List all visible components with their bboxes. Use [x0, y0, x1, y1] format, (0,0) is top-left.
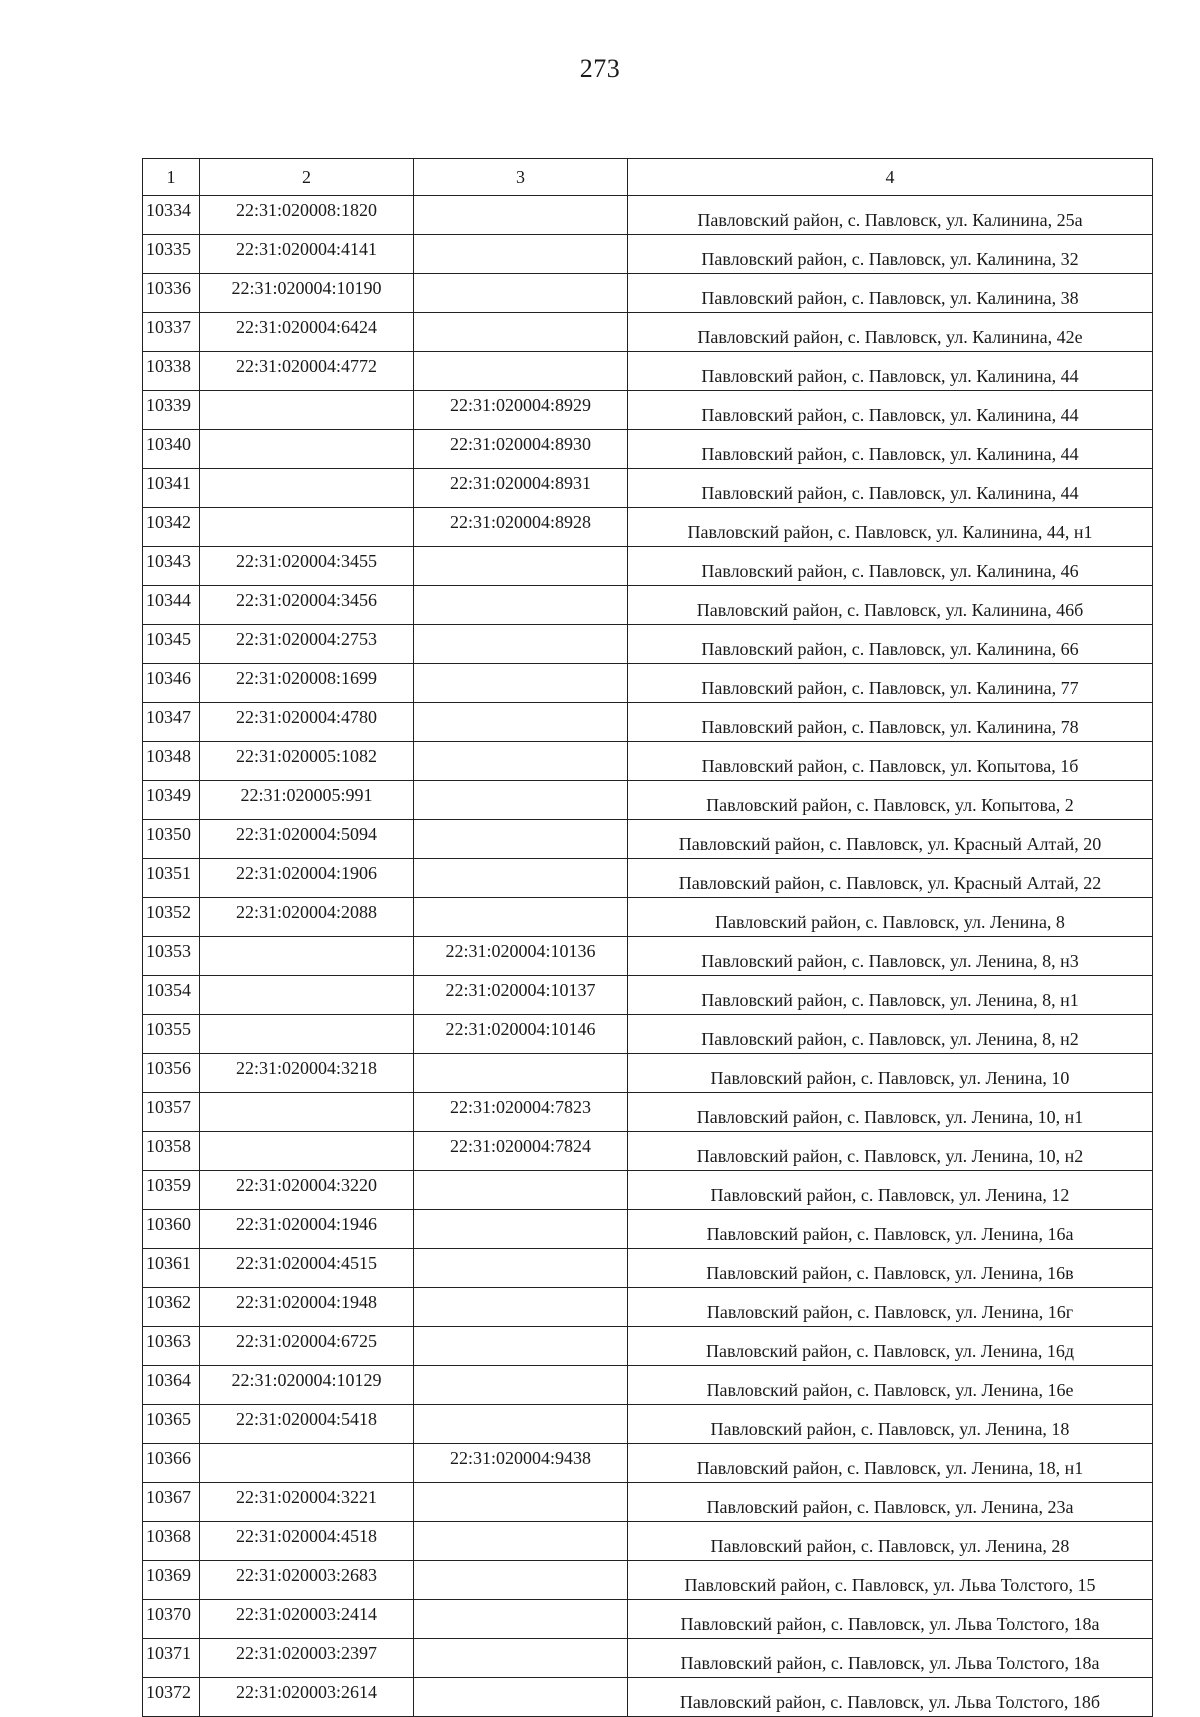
table-body: [143, 196, 1153, 1717]
cadastral-number-2-cell: 22:31:020004:8931: [414, 469, 628, 508]
cadastral-number-cell: 22:31:020004:4141: [200, 235, 414, 274]
cadastral-number-cell: 22:31:020008:1820: [200, 196, 414, 235]
row-number-cell: 10336: [143, 274, 200, 313]
table-row: [143, 469, 1153, 508]
table-row: [143, 1327, 1153, 1366]
address-cell: Павловский район, с. Павловск, ул. Ленина, 8, н1: [628, 976, 1153, 1015]
table-row: [143, 859, 1153, 898]
table-row: [143, 1678, 1153, 1717]
cadastral-number-cell: 22:31:020004:3455: [200, 547, 414, 586]
table-row: [143, 1288, 1153, 1327]
cadastral-number-2-cell: [414, 1678, 628, 1717]
cadastral-number-cell: 22:31:020008:1699: [200, 664, 414, 703]
row-number-cell: 10350: [143, 820, 200, 859]
cadastral-number-2-cell: [414, 1210, 628, 1249]
cadastral-number-2-cell: [414, 1054, 628, 1093]
page-number: 273: [579, 54, 621, 83]
table-row: [143, 586, 1153, 625]
cadastral-number-2-cell: 22:31:020004:8930: [414, 430, 628, 469]
cadastral-number-2-cell: [414, 1483, 628, 1522]
cadastral-number-cell: [200, 976, 414, 1015]
row-number-cell: 10344: [143, 586, 200, 625]
row-number-cell: 10359: [143, 1171, 200, 1210]
table-row: [143, 742, 1153, 781]
cadastral-number-2-cell: 22:31:020004:7823: [414, 1093, 628, 1132]
address-cell: Павловский район, с. Павловск, ул. Калинина, 44: [628, 469, 1153, 508]
row-number-cell: 10353: [143, 937, 200, 976]
cadastral-number-cell: 22:31:020004:3220: [200, 1171, 414, 1210]
cadastral-number-2-cell: [414, 196, 628, 235]
cadastral-number-2-cell: [414, 703, 628, 742]
address-cell: Павловский район, с. Павловск, ул. Копытова, 1б: [628, 742, 1153, 781]
address-cell: Павловский район, с. Павловск, ул. Калинина, 77: [628, 664, 1153, 703]
address-cell: Павловский район, с. Павловск, ул. Ленина, 16д: [628, 1327, 1153, 1366]
cadastral-number-2-cell: [414, 352, 628, 391]
row-number-cell: 10369: [143, 1561, 200, 1600]
row-number-cell: 10357: [143, 1093, 200, 1132]
table-row: [143, 1483, 1153, 1522]
address-cell: Павловский район, с. Павловск, ул. Ленина, 28: [628, 1522, 1153, 1561]
address-cell: Павловский район, с. Павловск, ул. Ленина, 12: [628, 1171, 1153, 1210]
address-cell: Павловский район, с. Павловск, ул. Ленина, 8: [628, 898, 1153, 937]
cadastral-number-cell: 22:31:020004:2753: [200, 625, 414, 664]
row-number-cell: 10342: [143, 508, 200, 547]
address-cell: Павловский район, с. Павловск, ул. Калинина, 44, н1: [628, 508, 1153, 547]
row-number-cell: 10360: [143, 1210, 200, 1249]
address-cell: Павловский район, с. Павловск, ул. Красный Алтай, 20: [628, 820, 1153, 859]
cadastral-number-cell: 22:31:020003:2414: [200, 1600, 414, 1639]
address-cell: Павловский район, с. Павловск, ул. Ленина, 10, н2: [628, 1132, 1153, 1171]
cadastral-number-cell: 22:31:020004:6725: [200, 1327, 414, 1366]
cadastral-number-cell: [200, 1444, 414, 1483]
cadastral-number-cell: [200, 1093, 414, 1132]
cadastral-number-2-cell: 22:31:020004:10146: [414, 1015, 628, 1054]
address-cell: Павловский район, с. Павловск, ул. Ленина, 8, н2: [628, 1015, 1153, 1054]
table-row: [143, 508, 1153, 547]
row-number-cell: 10335: [143, 235, 200, 274]
table-row: [143, 625, 1153, 664]
address-cell: Павловский район, с. Павловск, ул. Ленина, 16в: [628, 1249, 1153, 1288]
row-number-cell: 10366: [143, 1444, 200, 1483]
address-cell: Павловский район, с. Павловск, ул. Льва Толстого, 18б: [628, 1678, 1153, 1717]
cadastral-number-2-cell: [414, 1405, 628, 1444]
table-row: [143, 235, 1153, 274]
cadastral-number-cell: 22:31:020003:2397: [200, 1639, 414, 1678]
cadastral-number-2-cell: [414, 586, 628, 625]
cadastral-number-cell: 22:31:020004:1906: [200, 859, 414, 898]
table-row: [143, 1132, 1153, 1171]
row-number-cell: 10358: [143, 1132, 200, 1171]
registry-table: [142, 158, 1153, 1717]
table-row: [143, 547, 1153, 586]
table-header-row: [143, 159, 1153, 196]
cadastral-number-2-cell: [414, 898, 628, 937]
address-cell: Павловский район, с. Павловск, ул. Калинина, 46: [628, 547, 1153, 586]
cadastral-number-2-cell: 22:31:020004:10137: [414, 976, 628, 1015]
cadastral-number-cell: 22:31:020004:4780: [200, 703, 414, 742]
address-cell: Павловский район, с. Павловск, ул. Ленина, 18: [628, 1405, 1153, 1444]
row-number-cell: 10364: [143, 1366, 200, 1405]
address-cell: Павловский район, с. Павловск, ул. Калинина, 25а: [628, 196, 1153, 235]
cadastral-number-cell: 22:31:020004:2088: [200, 898, 414, 937]
row-number-cell: 10345: [143, 625, 200, 664]
table-row: [143, 937, 1153, 976]
cadastral-number-cell: 22:31:020003:2614: [200, 1678, 414, 1717]
table-row: [143, 1639, 1153, 1678]
cadastral-number-2-cell: 22:31:020004:10136: [414, 937, 628, 976]
row-number-cell: 10351: [143, 859, 200, 898]
cadastral-number-2-cell: [414, 235, 628, 274]
row-number-cell: 10346: [143, 664, 200, 703]
table-row: [143, 703, 1153, 742]
row-number-cell: 10365: [143, 1405, 200, 1444]
cadastral-number-cell: 22:31:020004:3456: [200, 586, 414, 625]
cadastral-number-cell: [200, 1132, 414, 1171]
table-row: [143, 1561, 1153, 1600]
cadastral-number-cell: 22:31:020003:2683: [200, 1561, 414, 1600]
address-cell: Павловский район, с. Павловск, ул. Ленина, 16а: [628, 1210, 1153, 1249]
column-header-1: 1: [143, 159, 200, 196]
table-row: [143, 976, 1153, 1015]
column-header-2: 2: [200, 159, 414, 196]
cadastral-number-2-cell: [414, 820, 628, 859]
cadastral-number-cell: 22:31:020004:5418: [200, 1405, 414, 1444]
address-cell: Павловский район, с. Павловск, ул. Калинина, 44: [628, 352, 1153, 391]
cadastral-number-2-cell: [414, 625, 628, 664]
table-row: [143, 391, 1153, 430]
cadastral-number-cell: [200, 508, 414, 547]
cadastral-number-2-cell: [414, 1249, 628, 1288]
row-number-cell: 10362: [143, 1288, 200, 1327]
cadastral-number-2-cell: [414, 1327, 628, 1366]
column-header-4: 4: [628, 159, 1153, 196]
row-number-cell: 10347: [143, 703, 200, 742]
cadastral-number-cell: 22:31:020004:4772: [200, 352, 414, 391]
address-cell: Павловский район, с. Павловск, ул. Ленина, 16г: [628, 1288, 1153, 1327]
address-cell: Павловский район, с. Павловск, ул. Льва Толстого, 18а: [628, 1639, 1153, 1678]
cadastral-number-2-cell: 22:31:020004:8928: [414, 508, 628, 547]
address-cell: Павловский район, с. Павловск, ул. Копытова, 2: [628, 781, 1153, 820]
cadastral-number-2-cell: [414, 313, 628, 352]
table-row: [143, 820, 1153, 859]
address-cell: Павловский район, с. Павловск, ул. Ленина, 16е: [628, 1366, 1153, 1405]
address-cell: Павловский район, с. Павловск, ул. Льва Толстого, 15: [628, 1561, 1153, 1600]
row-number-cell: 10355: [143, 1015, 200, 1054]
cadastral-number-cell: 22:31:020005:1082: [200, 742, 414, 781]
row-number-cell: 10349: [143, 781, 200, 820]
table-row: [143, 1405, 1153, 1444]
row-number-cell: 10348: [143, 742, 200, 781]
cadastral-number-2-cell: [414, 781, 628, 820]
row-number-cell: 10354: [143, 976, 200, 1015]
cadastral-number-cell: 22:31:020004:4518: [200, 1522, 414, 1561]
cadastral-number-2-cell: [414, 1561, 628, 1600]
cadastral-number-2-cell: [414, 742, 628, 781]
row-number-cell: 10343: [143, 547, 200, 586]
cadastral-number-cell: 22:31:020004:5094: [200, 820, 414, 859]
address-cell: Павловский район, с. Павловск, ул. Ленина, 18, н1: [628, 1444, 1153, 1483]
row-number-cell: 10340: [143, 430, 200, 469]
row-number-cell: 10334: [143, 196, 200, 235]
table-row: [143, 1366, 1153, 1405]
cadastral-number-2-cell: 22:31:020004:7824: [414, 1132, 628, 1171]
cadastral-number-cell: 22:31:020004:10190: [200, 274, 414, 313]
row-number-cell: 10339: [143, 391, 200, 430]
row-number-cell: 10361: [143, 1249, 200, 1288]
address-cell: Павловский район, с. Павловск, ул. Калинина, 78: [628, 703, 1153, 742]
table-row: [143, 781, 1153, 820]
row-number-cell: 10363: [143, 1327, 200, 1366]
address-cell: Павловский район, с. Павловск, ул. Калинина, 44: [628, 430, 1153, 469]
table-row: [143, 664, 1153, 703]
table-row: [143, 1093, 1153, 1132]
table-row: [143, 1444, 1153, 1483]
address-cell: Павловский район, с. Павловск, ул. Калинина, 46б: [628, 586, 1153, 625]
row-number-cell: 10367: [143, 1483, 200, 1522]
row-number-cell: 10371: [143, 1639, 200, 1678]
cadastral-number-2-cell: [414, 1288, 628, 1327]
table-row: [143, 1054, 1153, 1093]
cadastral-number-cell: [200, 937, 414, 976]
cadastral-number-2-cell: [414, 1171, 628, 1210]
address-cell: Павловский район, с. Павловск, ул. Калинина, 38: [628, 274, 1153, 313]
row-number-cell: 10352: [143, 898, 200, 937]
table-row: [143, 430, 1153, 469]
row-number-cell: 10372: [143, 1678, 200, 1717]
address-cell: Павловский район, с. Павловск, ул. Ленина, 10, н1: [628, 1093, 1153, 1132]
cadastral-number-2-cell: [414, 1522, 628, 1561]
row-number-cell: 10356: [143, 1054, 200, 1093]
cadastral-number-2-cell: [414, 274, 628, 313]
address-cell: Павловский район, с. Павловск, ул. Калинина, 66: [628, 625, 1153, 664]
table-row: [143, 898, 1153, 937]
cadastral-number-cell: [200, 1015, 414, 1054]
cadastral-number-cell: [200, 469, 414, 508]
cadastral-number-2-cell: [414, 859, 628, 898]
table-row: [143, 1210, 1153, 1249]
cadastral-number-2-cell: [414, 1600, 628, 1639]
cadastral-number-2-cell: 22:31:020004:8929: [414, 391, 628, 430]
cadastral-number-cell: [200, 430, 414, 469]
cadastral-number-cell: [200, 391, 414, 430]
table-row: [143, 313, 1153, 352]
cadastral-number-2-cell: [414, 1639, 628, 1678]
row-number-cell: 10337: [143, 313, 200, 352]
table-row: [143, 1015, 1153, 1054]
address-cell: Павловский район, с. Павловск, ул. Калинина, 32: [628, 235, 1153, 274]
address-cell: Павловский район, с. Павловск, ул. Льва Толстого, 18а: [628, 1600, 1153, 1639]
table-row: [143, 352, 1153, 391]
column-header-3: 3: [414, 159, 628, 196]
cadastral-number-2-cell: [414, 1366, 628, 1405]
row-number-cell: 10338: [143, 352, 200, 391]
cadastral-number-cell: 22:31:020004:10129: [200, 1366, 414, 1405]
table-row: [143, 1522, 1153, 1561]
address-cell: Павловский район, с. Павловск, ул. Ленина, 8, н3: [628, 937, 1153, 976]
cadastral-number-cell: 22:31:020004:3218: [200, 1054, 414, 1093]
table-row: [143, 274, 1153, 313]
table-row: [143, 1171, 1153, 1210]
table-row: [143, 1249, 1153, 1288]
address-cell: Павловский район, с. Павловск, ул. Калинина, 42е: [628, 313, 1153, 352]
cadastral-number-cell: 22:31:020004:1946: [200, 1210, 414, 1249]
cadastral-number-2-cell: 22:31:020004:9438: [414, 1444, 628, 1483]
table-row: [143, 1600, 1153, 1639]
address-cell: Павловский район, с. Павловск, ул. Калинина, 44: [628, 391, 1153, 430]
row-number-cell: 10370: [143, 1600, 200, 1639]
address-cell: Павловский район, с. Павловск, ул. Ленина, 23а: [628, 1483, 1153, 1522]
address-cell: Павловский район, с. Павловск, ул. Красный Алтай, 22: [628, 859, 1153, 898]
cadastral-number-2-cell: [414, 547, 628, 586]
row-number-cell: 10341: [143, 469, 200, 508]
table-row: [143, 196, 1153, 235]
cadastral-number-cell: 22:31:020004:6424: [200, 313, 414, 352]
cadastral-number-2-cell: [414, 664, 628, 703]
cadastral-number-cell: 22:31:020005:991: [200, 781, 414, 820]
cadastral-number-cell: 22:31:020004:3221: [200, 1483, 414, 1522]
address-cell: Павловский район, с. Павловск, ул. Ленина, 10: [628, 1054, 1153, 1093]
cadastral-number-cell: 22:31:020004:4515: [200, 1249, 414, 1288]
cadastral-number-cell: 22:31:020004:1948: [200, 1288, 414, 1327]
row-number-cell: 10368: [143, 1522, 200, 1561]
